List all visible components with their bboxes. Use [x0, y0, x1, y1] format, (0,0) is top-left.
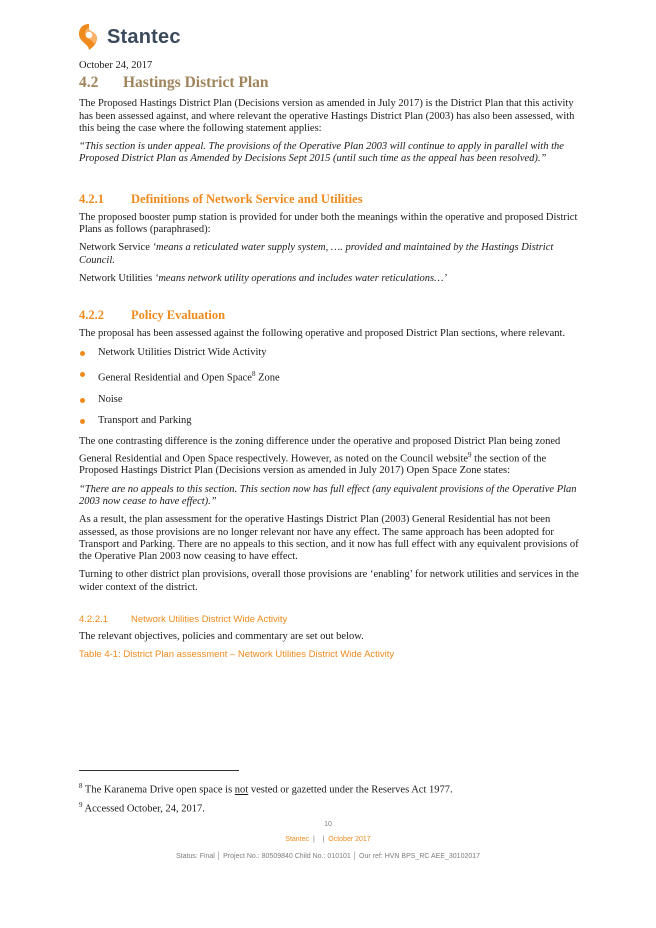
definition-term: Network Utilities — [79, 272, 155, 284]
subsection-title: Policy Evaluation — [131, 308, 226, 323]
subsubsection-title: Network Utilities District Wide Activity — [131, 614, 288, 626]
bullet-icon — [80, 419, 85, 424]
subsection-title: Definitions of Network Service and Utilities — [131, 191, 363, 206]
subsection-heading-421 — [79, 192, 581, 207]
bullet-icon — [80, 372, 85, 377]
no-appeals-quote: “There are no appeals to this section. This section now has full effect (any equivalent provisions of the Operative Plan 2003 now cease to have effect).” — [79, 483, 577, 507]
document-date: October 24, 2017 — [79, 60, 153, 71]
bullet-icon — [80, 398, 85, 403]
list-item: Noise — [79, 394, 581, 406]
stantec-logo — [77, 22, 181, 52]
plan-sections-list — [79, 347, 581, 428]
subsection-number: 4.2.2 — [79, 308, 104, 323]
subsubsection-number: 4.2.2.1 — [79, 614, 109, 626]
policy-paragraph: The proposal has been assessed against the following operative and proposed District Plan sections, where relevant. — [79, 328, 566, 340]
subsection-heading-422 — [79, 308, 581, 323]
section-title: Hastings District Plan — [123, 74, 269, 92]
subsubsection-heading-4221 — [79, 614, 581, 625]
subsection-number: 4.2.1 — [79, 191, 104, 206]
appeal-quote: “This section is under appeal. The provisions of the Operative Plan 2003 will continue to apply in parallel with the Proposed District Plan as Amended by Decisions Sept 2015 (until such time as the appeal has been resolved).” — [79, 141, 564, 165]
footer-line-1: Stantec | | October 2017 — [285, 836, 371, 843]
contrast-paragraph: The one contrasting difference is the zoning difference under the operative and proposed District Plan being zoned General Residential and Open Space respectively. However, as noted on the Council website$^9$ the section of the Proposed Hastings District Plan (Decisions version as amended in July 2017) Open Space Zone states: — [79, 436, 561, 477]
definition-term: Network Service — [79, 242, 153, 254]
definitions-paragraph: The proposed booster pump station is provided for under both the meanings within the operative and proposed District Plans as follows (paraphrased): — [79, 211, 578, 236]
table-caption: Table 4-1: District Plan assessment – Network Utilities District Wide Activity — [79, 649, 395, 661]
stantec-logo-icon — [77, 22, 101, 52]
section-intro: The Proposed Hastings District Plan (Decisions version as amended in July 2017) is the District Plan that this activity has been assessed against, and where relevant the operative Hastings District Plan (2003) has also been assessed, with this being the case where the following statement applies: — [79, 98, 575, 134]
section-number: 4.2 — [79, 74, 99, 92]
logo-text: Stantec — [107, 25, 181, 48]
bullet-icon — [80, 351, 85, 356]
definition-text: ‘means network utility operations and includes water reticulations…’ — [154, 272, 447, 284]
turning-paragraph: Turning to other district plan provisions, overall those provisions are ‘enabling’ for network utilities and services in the wider context of the district. — [79, 569, 579, 593]
list-item: Network Utilities District Wide Activity — [79, 347, 581, 359]
section-heading — [79, 74, 581, 92]
result-paragraph: As a result, the plan assessment for the operative Hastings District Plan (2003) General Residential has not been assessed, as those provisions are no longer relevant nor have any effect. The same approach has been adopted for Transport and Parking. There are no appeals to this section, and it now has full effect with any equivalent provisions of the Operative Plan 2003 now ceasing to have effect. — [79, 514, 579, 563]
definition-text: ‘means a reticulated water supply system, …. provided and maintained by the Hastings District Council. — [79, 242, 554, 266]
page-number: 10 — [324, 821, 332, 828]
objectives-paragraph: The relevant objectives, policies and commentary are set out below. — [79, 631, 364, 643]
document-body — [79, 60, 581, 662]
list-item: Transport and Parking — [79, 415, 581, 427]
footer-status-line: Status: Final │ Project No.: 80509840 Child No.: 010101 │ Our ref: HVN BPS_RC AEE_30102017 — [175, 853, 481, 860]
footnote-8: $^8$ The Karanema Drive open space is not vested or gazetted under the Reserves Act 1977. — [79, 782, 453, 796]
footnote-ref-9[interactable]: 9 — [468, 450, 472, 459]
footnote-9: $^9$ Accessed October, 24, 2017. — [79, 801, 205, 815]
footnote-divider — [79, 770, 239, 771]
definition-network-utilities — [79, 273, 581, 285]
definition-network-service — [79, 242, 581, 267]
footnote-ref-8[interactable]: 8 — [251, 369, 256, 378]
list-item: General Residential and Open Space$^8$ Zone — [79, 368, 581, 385]
